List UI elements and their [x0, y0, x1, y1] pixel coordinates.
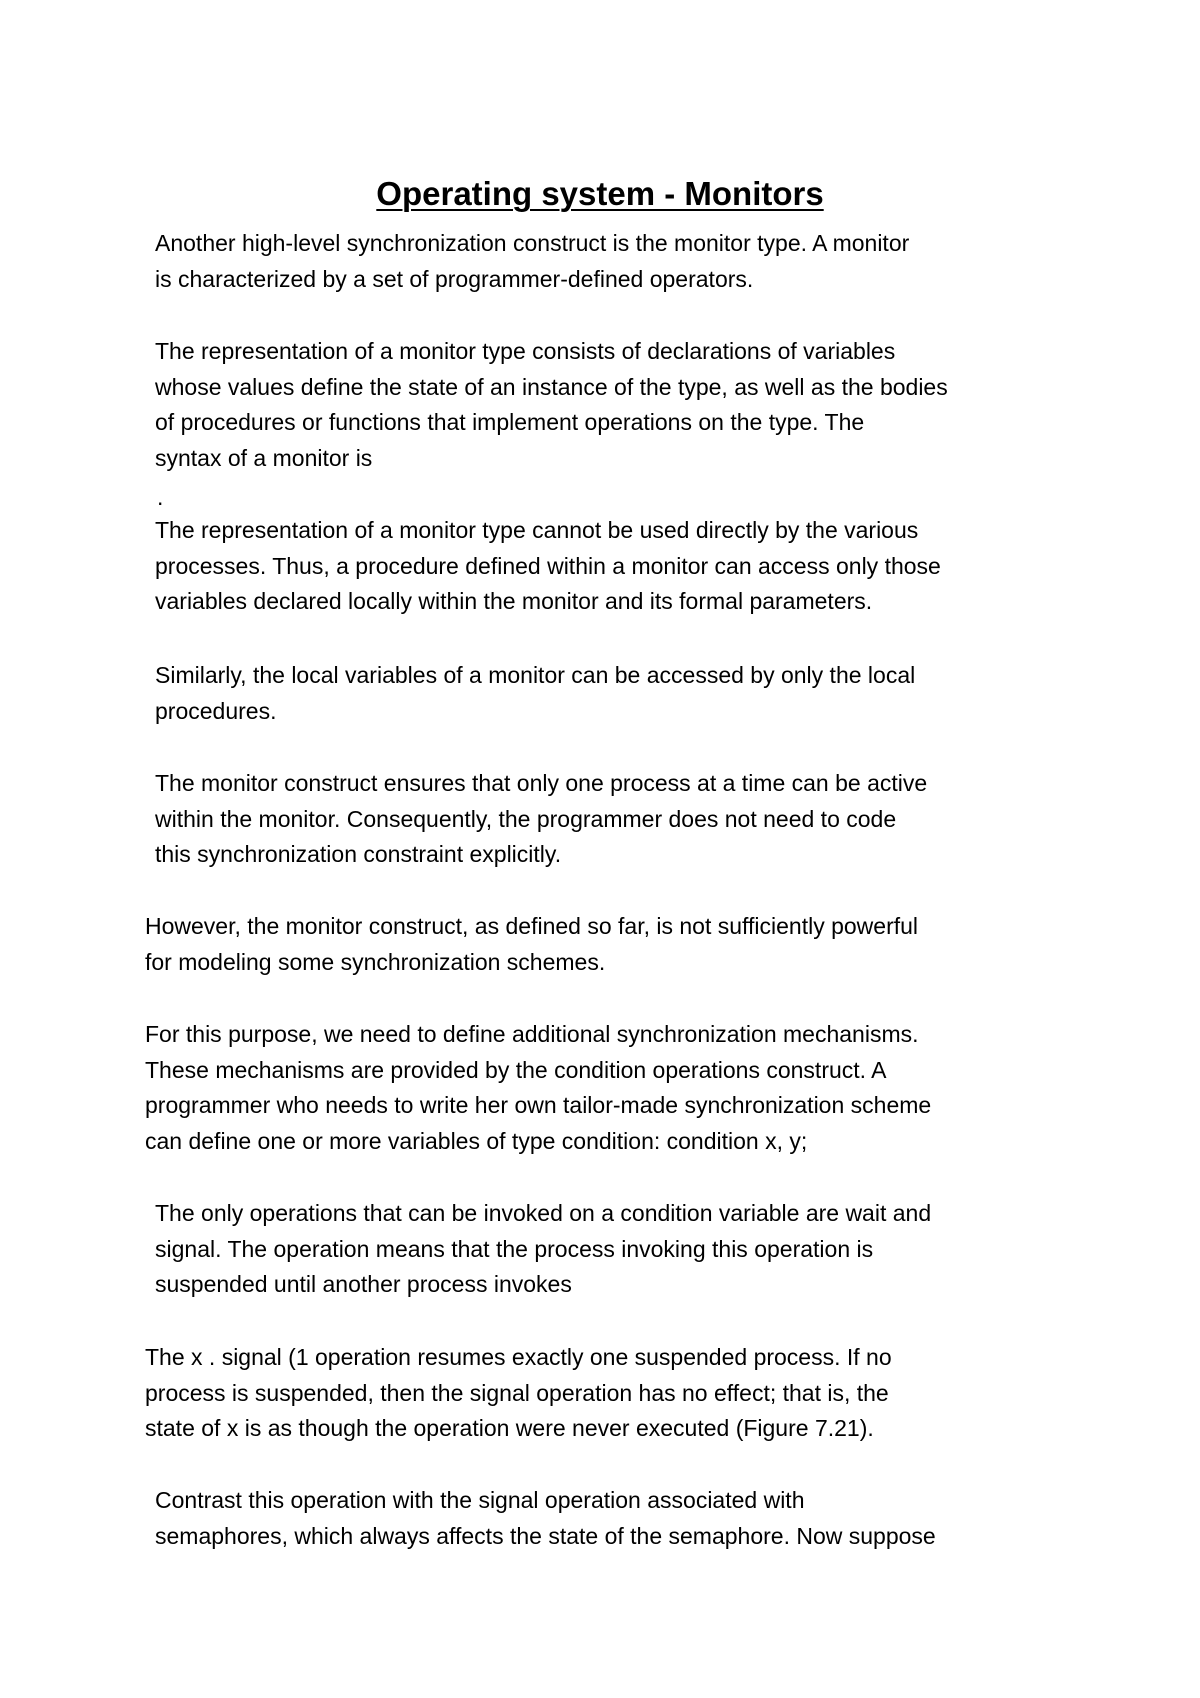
- text-line: processes. Thus, a procedure defined within a monitor can access only those: [155, 552, 941, 579]
- paragraph-wait-signal: [155, 1196, 1048, 1303]
- text-line: state of x is as though the operation were never executed (Figure 7.21).: [145, 1415, 874, 1441]
- text-line: The representation of a monitor type cannot be used directly by the various: [155, 517, 919, 543]
- stray-period: .: [157, 484, 164, 510]
- text-line: suspended until another process invokes: [155, 1271, 572, 1297]
- text-line: of procedures or functions that implement operations on the type. The: [155, 409, 865, 435]
- text-line: The only operations that can be invoked on a condition variable are wait and: [155, 1200, 932, 1226]
- text-line: procedures.: [155, 697, 277, 724]
- text-line: programmer who needs to write her own tailor-made synchronization scheme: [145, 1092, 932, 1118]
- paragraph-local-variables: [155, 658, 1048, 729]
- paragraph-monitor-access: [155, 513, 1048, 620]
- text-line: is characterized by a set of programmer-defined operators.: [155, 265, 754, 292]
- text-line: Contrast this operation with the signal operation associated with: [155, 1487, 805, 1513]
- paragraph-signal-operation: [145, 1340, 1048, 1447]
- text-line: whose values define the state of an instance of the type, as well as the bodies: [155, 373, 948, 400]
- text-line: The x . signal (1 operation resumes exactly one suspended process. If no: [145, 1344, 892, 1370]
- text-line: can define one or more variables of type condition: condition x, y;: [145, 1127, 808, 1154]
- text-line: Another high-level synchronization construct is the monitor type. A monitor: [155, 230, 910, 256]
- paragraph-monitor-intro: [155, 226, 1048, 297]
- paragraph-one-process: [155, 766, 1048, 873]
- text-line: For this purpose, we need to define additional synchronization mechanisms.: [145, 1021, 919, 1047]
- paragraph-monitor-representation: [155, 334, 1048, 476]
- text-line: variables declared locally within the monitor and its formal parameters.: [155, 588, 873, 614]
- text-line: signal. The operation means that the process invoking this operation is: [155, 1235, 874, 1262]
- text-line: The representation of a monitor type consists of declarations of variables: [155, 338, 896, 364]
- text-line: However, the monitor construct, as defined so far, is not sufficiently powerful: [145, 913, 919, 939]
- text-line: semaphores, which always affects the state of the semaphore. Now suppose: [155, 1522, 936, 1549]
- text-line: The monitor construct ensures that only one process at a time can be active: [155, 770, 928, 796]
- paragraph-condition-construct: [145, 1017, 1048, 1159]
- text-line: this synchronization constraint explicitly.: [155, 841, 562, 867]
- text-line: for modeling some synchronization schemes.: [145, 948, 606, 975]
- text-line: process is suspended, then the signal operation has no effect; that is, the: [145, 1379, 889, 1406]
- text-line: within the monitor. Consequently, the programmer does not need to code: [155, 805, 897, 832]
- text-line: These mechanisms are provided by the condition operations construct. A: [145, 1056, 887, 1083]
- paragraph-not-powerful: [145, 909, 1048, 980]
- paragraph-semaphore-contrast: [155, 1483, 1048, 1554]
- text-line: syntax of a monitor is: [155, 444, 373, 471]
- text-line: Similarly, the local variables of a monitor can be accessed by only the local: [155, 662, 916, 688]
- page-title: Operating system - Monitors: [376, 175, 824, 213]
